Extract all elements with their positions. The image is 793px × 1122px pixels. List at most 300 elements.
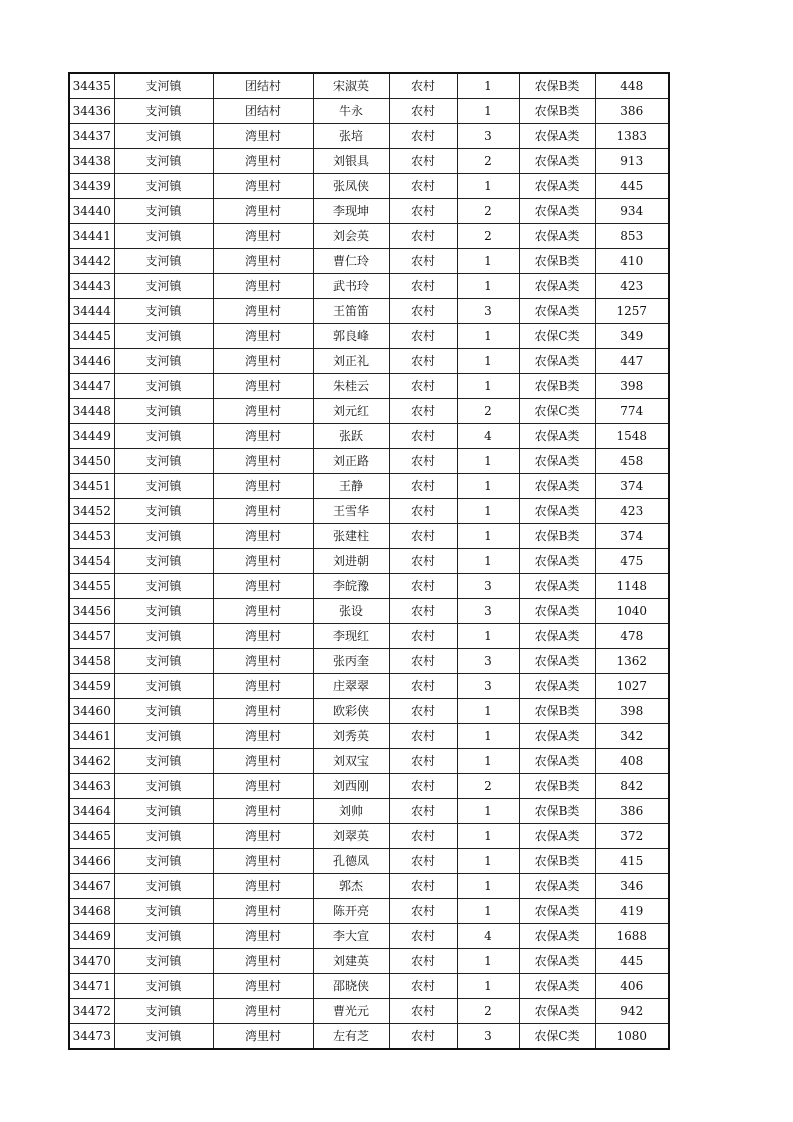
village-cell: 湾里村 [213, 849, 313, 874]
amount-cell: 372 [595, 824, 669, 849]
table-row [69, 474, 669, 499]
insurance-category-cell: 农保A类 [519, 949, 595, 974]
serial-number-cell: 34463 [69, 774, 114, 799]
town-cell: 支河镇 [114, 174, 213, 199]
serial-number-cell: 34449 [69, 424, 114, 449]
insurance-category-cell: 农保A类 [519, 674, 595, 699]
insurance-category-cell: 农保B类 [519, 524, 595, 549]
family-size-cell: 2 [457, 399, 519, 424]
family-size-cell: 2 [457, 774, 519, 799]
insurance-category-cell: 农保B类 [519, 249, 595, 274]
village-cell: 湾里村 [213, 124, 313, 149]
serial-number-cell: 34461 [69, 724, 114, 749]
serial-number-cell: 34470 [69, 949, 114, 974]
table-row [69, 824, 669, 849]
amount-cell: 458 [595, 449, 669, 474]
name-cell: 李现红 [313, 624, 389, 649]
town-cell: 支河镇 [114, 874, 213, 899]
serial-number-cell: 34454 [69, 549, 114, 574]
household-type-cell: 农村 [389, 674, 457, 699]
name-cell: 刘元红 [313, 399, 389, 424]
table-row [69, 449, 669, 474]
amount-cell: 419 [595, 899, 669, 924]
name-cell: 张设 [313, 599, 389, 624]
amount-cell: 445 [595, 174, 669, 199]
table-row [69, 199, 669, 224]
village-cell: 湾里村 [213, 999, 313, 1024]
name-cell: 刘进朝 [313, 549, 389, 574]
table-row [69, 99, 669, 124]
insurance-category-cell: 农保B类 [519, 99, 595, 124]
name-cell: 王雪华 [313, 499, 389, 524]
insurance-category-cell: 农保A类 [519, 924, 595, 949]
table-row [69, 399, 669, 424]
amount-cell: 448 [595, 73, 669, 99]
town-cell: 支河镇 [114, 899, 213, 924]
name-cell: 刘秀英 [313, 724, 389, 749]
household-type-cell: 农村 [389, 124, 457, 149]
name-cell: 刘翠英 [313, 824, 389, 849]
village-cell: 湾里村 [213, 699, 313, 724]
household-type-cell: 农村 [389, 999, 457, 1024]
insurance-category-cell: 农保A类 [519, 149, 595, 174]
table-row [69, 974, 669, 999]
name-cell: 刘建英 [313, 949, 389, 974]
amount-cell: 398 [595, 699, 669, 724]
household-type-cell: 农村 [389, 699, 457, 724]
family-size-cell: 1 [457, 724, 519, 749]
town-cell: 支河镇 [114, 974, 213, 999]
family-size-cell: 4 [457, 924, 519, 949]
town-cell: 支河镇 [114, 124, 213, 149]
town-cell: 支河镇 [114, 999, 213, 1024]
family-size-cell: 3 [457, 599, 519, 624]
table-row [69, 999, 669, 1024]
insurance-category-cell: 农保A类 [519, 574, 595, 599]
household-type-cell: 农村 [389, 499, 457, 524]
table-row [69, 699, 669, 724]
name-cell: 曹光元 [313, 999, 389, 1024]
name-cell: 刘会英 [313, 224, 389, 249]
village-cell: 湾里村 [213, 899, 313, 924]
household-type-cell: 农村 [389, 99, 457, 124]
serial-number-cell: 34437 [69, 124, 114, 149]
amount-cell: 478 [595, 624, 669, 649]
table-body [69, 73, 669, 1049]
insurance-category-cell: 农保C类 [519, 324, 595, 349]
town-cell: 支河镇 [114, 599, 213, 624]
village-cell: 湾里村 [213, 549, 313, 574]
family-size-cell: 3 [457, 574, 519, 599]
amount-cell: 1362 [595, 649, 669, 674]
town-cell: 支河镇 [114, 449, 213, 474]
family-size-cell: 1 [457, 849, 519, 874]
family-size-cell: 3 [457, 649, 519, 674]
serial-number-cell: 34456 [69, 599, 114, 624]
town-cell: 支河镇 [114, 73, 213, 99]
family-size-cell: 1 [457, 749, 519, 774]
table-row [69, 599, 669, 624]
serial-number-cell: 34447 [69, 374, 114, 399]
village-cell: 湾里村 [213, 674, 313, 699]
household-type-cell: 农村 [389, 474, 457, 499]
household-type-cell: 农村 [389, 199, 457, 224]
family-size-cell: 1 [457, 474, 519, 499]
name-cell: 张凤侠 [313, 174, 389, 199]
name-cell: 郭杰 [313, 874, 389, 899]
table-row [69, 849, 669, 874]
village-cell: 湾里村 [213, 974, 313, 999]
serial-number-cell: 34440 [69, 199, 114, 224]
insurance-category-cell: 农保A类 [519, 824, 595, 849]
amount-cell: 423 [595, 274, 669, 299]
name-cell: 郭良峰 [313, 324, 389, 349]
amount-cell: 1027 [595, 674, 669, 699]
family-size-cell: 1 [457, 799, 519, 824]
family-size-cell: 1 [457, 549, 519, 574]
town-cell: 支河镇 [114, 724, 213, 749]
village-cell: 湾里村 [213, 524, 313, 549]
serial-number-cell: 34444 [69, 299, 114, 324]
household-type-cell: 农村 [389, 624, 457, 649]
town-cell: 支河镇 [114, 799, 213, 824]
serial-number-cell: 34452 [69, 499, 114, 524]
name-cell: 刘银具 [313, 149, 389, 174]
village-cell: 湾里村 [213, 624, 313, 649]
beneficiary-table [68, 72, 670, 1050]
town-cell: 支河镇 [114, 324, 213, 349]
name-cell: 李皖豫 [313, 574, 389, 599]
household-type-cell: 农村 [389, 449, 457, 474]
household-type-cell: 农村 [389, 574, 457, 599]
serial-number-cell: 34465 [69, 824, 114, 849]
village-cell: 湾里村 [213, 824, 313, 849]
village-cell: 湾里村 [213, 924, 313, 949]
name-cell: 朱桂云 [313, 374, 389, 399]
serial-number-cell: 34469 [69, 924, 114, 949]
amount-cell: 942 [595, 999, 669, 1024]
town-cell: 支河镇 [114, 924, 213, 949]
family-size-cell: 3 [457, 1024, 519, 1050]
insurance-category-cell: 农保B类 [519, 374, 595, 399]
family-size-cell: 1 [457, 274, 519, 299]
amount-cell: 406 [595, 974, 669, 999]
town-cell: 支河镇 [114, 524, 213, 549]
family-size-cell: 2 [457, 224, 519, 249]
serial-number-cell: 34462 [69, 749, 114, 774]
town-cell: 支河镇 [114, 649, 213, 674]
amount-cell: 398 [595, 374, 669, 399]
household-type-cell: 农村 [389, 949, 457, 974]
name-cell: 刘正礼 [313, 349, 389, 374]
serial-number-cell: 34446 [69, 349, 114, 374]
serial-number-cell: 34457 [69, 624, 114, 649]
serial-number-cell: 34468 [69, 899, 114, 924]
household-type-cell: 农村 [389, 374, 457, 399]
household-type-cell: 农村 [389, 924, 457, 949]
amount-cell: 374 [595, 524, 669, 549]
amount-cell: 408 [595, 749, 669, 774]
name-cell: 张培 [313, 124, 389, 149]
table-row [69, 549, 669, 574]
table-row [69, 424, 669, 449]
amount-cell: 1040 [595, 599, 669, 624]
serial-number-cell: 34438 [69, 149, 114, 174]
insurance-category-cell: 农保B类 [519, 73, 595, 99]
family-size-cell: 1 [457, 249, 519, 274]
town-cell: 支河镇 [114, 624, 213, 649]
insurance-category-cell: 农保A类 [519, 274, 595, 299]
name-cell: 张丙奎 [313, 649, 389, 674]
name-cell: 牛永 [313, 99, 389, 124]
amount-cell: 1548 [595, 424, 669, 449]
amount-cell: 342 [595, 724, 669, 749]
village-cell: 湾里村 [213, 449, 313, 474]
town-cell: 支河镇 [114, 149, 213, 174]
household-type-cell: 农村 [389, 974, 457, 999]
table-row [69, 224, 669, 249]
insurance-category-cell: 农保B类 [519, 799, 595, 824]
amount-cell: 374 [595, 474, 669, 499]
family-size-cell: 4 [457, 424, 519, 449]
amount-cell: 1688 [595, 924, 669, 949]
amount-cell: 475 [595, 549, 669, 574]
name-cell: 孔德凤 [313, 849, 389, 874]
village-cell: 湾里村 [213, 399, 313, 424]
table-row [69, 649, 669, 674]
village-cell: 湾里村 [213, 324, 313, 349]
insurance-category-cell: 农保C类 [519, 399, 595, 424]
town-cell: 支河镇 [114, 399, 213, 424]
household-type-cell: 农村 [389, 174, 457, 199]
town-cell: 支河镇 [114, 774, 213, 799]
name-cell: 左有芝 [313, 1024, 389, 1050]
name-cell: 曹仁玲 [313, 249, 389, 274]
household-type-cell: 农村 [389, 299, 457, 324]
amount-cell: 853 [595, 224, 669, 249]
insurance-category-cell: 农保B类 [519, 849, 595, 874]
household-type-cell: 农村 [389, 599, 457, 624]
village-cell: 湾里村 [213, 499, 313, 524]
household-type-cell: 农村 [389, 824, 457, 849]
town-cell: 支河镇 [114, 549, 213, 574]
household-type-cell: 农村 [389, 274, 457, 299]
town-cell: 支河镇 [114, 424, 213, 449]
family-size-cell: 1 [457, 899, 519, 924]
serial-number-cell: 34459 [69, 674, 114, 699]
name-cell: 庄翠翠 [313, 674, 389, 699]
family-size-cell: 1 [457, 349, 519, 374]
amount-cell: 842 [595, 774, 669, 799]
town-cell: 支河镇 [114, 274, 213, 299]
family-size-cell: 1 [457, 974, 519, 999]
table-row [69, 349, 669, 374]
table-row [69, 924, 669, 949]
name-cell: 刘正路 [313, 449, 389, 474]
amount-cell: 415 [595, 849, 669, 874]
insurance-category-cell: 农保A类 [519, 649, 595, 674]
insurance-category-cell: 农保A类 [519, 299, 595, 324]
table-row [69, 73, 669, 99]
household-type-cell: 农村 [389, 849, 457, 874]
village-cell: 湾里村 [213, 949, 313, 974]
household-type-cell: 农村 [389, 224, 457, 249]
table-row [69, 624, 669, 649]
serial-number-cell: 34458 [69, 649, 114, 674]
village-cell: 湾里村 [213, 724, 313, 749]
amount-cell: 349 [595, 324, 669, 349]
serial-number-cell: 34445 [69, 324, 114, 349]
family-size-cell: 1 [457, 824, 519, 849]
table-row [69, 274, 669, 299]
village-cell: 湾里村 [213, 774, 313, 799]
family-size-cell: 1 [457, 73, 519, 99]
name-cell: 武书玲 [313, 274, 389, 299]
family-size-cell: 1 [457, 524, 519, 549]
table-row [69, 749, 669, 774]
village-cell: 湾里村 [213, 174, 313, 199]
town-cell: 支河镇 [114, 299, 213, 324]
serial-number-cell: 34439 [69, 174, 114, 199]
town-cell: 支河镇 [114, 699, 213, 724]
table-row [69, 949, 669, 974]
village-cell: 湾里村 [213, 574, 313, 599]
household-type-cell: 农村 [389, 899, 457, 924]
village-cell: 团结村 [213, 73, 313, 99]
town-cell: 支河镇 [114, 474, 213, 499]
town-cell: 支河镇 [114, 224, 213, 249]
household-type-cell: 农村 [389, 649, 457, 674]
town-cell: 支河镇 [114, 749, 213, 774]
name-cell: 李现坤 [313, 199, 389, 224]
village-cell: 湾里村 [213, 599, 313, 624]
insurance-category-cell: 农保A类 [519, 724, 595, 749]
town-cell: 支河镇 [114, 849, 213, 874]
household-type-cell: 农村 [389, 324, 457, 349]
household-type-cell: 农村 [389, 149, 457, 174]
table-row [69, 374, 669, 399]
amount-cell: 386 [595, 99, 669, 124]
household-type-cell: 农村 [389, 874, 457, 899]
family-size-cell: 3 [457, 124, 519, 149]
village-cell: 湾里村 [213, 649, 313, 674]
serial-number-cell: 34471 [69, 974, 114, 999]
village-cell: 团结村 [213, 99, 313, 124]
village-cell: 湾里村 [213, 274, 313, 299]
insurance-category-cell: 农保A类 [519, 199, 595, 224]
table-row [69, 674, 669, 699]
insurance-category-cell: 农保A类 [519, 124, 595, 149]
household-type-cell: 农村 [389, 424, 457, 449]
village-cell: 湾里村 [213, 1024, 313, 1050]
town-cell: 支河镇 [114, 349, 213, 374]
household-type-cell: 农村 [389, 349, 457, 374]
table-row [69, 799, 669, 824]
town-cell: 支河镇 [114, 1024, 213, 1050]
serial-number-cell: 34473 [69, 1024, 114, 1050]
amount-cell: 1080 [595, 1024, 669, 1050]
village-cell: 湾里村 [213, 224, 313, 249]
name-cell: 张建柱 [313, 524, 389, 549]
family-size-cell: 2 [457, 999, 519, 1024]
insurance-category-cell: 农保A类 [519, 874, 595, 899]
name-cell: 王笛笛 [313, 299, 389, 324]
table-row [69, 499, 669, 524]
family-size-cell: 1 [457, 374, 519, 399]
household-type-cell: 农村 [389, 249, 457, 274]
serial-number-cell: 34464 [69, 799, 114, 824]
household-type-cell: 农村 [389, 73, 457, 99]
insurance-category-cell: 农保A类 [519, 974, 595, 999]
family-size-cell: 1 [457, 324, 519, 349]
serial-number-cell: 34448 [69, 399, 114, 424]
serial-number-cell: 34460 [69, 699, 114, 724]
family-size-cell: 3 [457, 299, 519, 324]
town-cell: 支河镇 [114, 499, 213, 524]
serial-number-cell: 34467 [69, 874, 114, 899]
table-row [69, 324, 669, 349]
insurance-category-cell: 农保A类 [519, 599, 595, 624]
table-row [69, 174, 669, 199]
name-cell: 欧彩侠 [313, 699, 389, 724]
family-size-cell: 3 [457, 674, 519, 699]
village-cell: 湾里村 [213, 749, 313, 774]
table-row [69, 1024, 669, 1050]
serial-number-cell: 34451 [69, 474, 114, 499]
serial-number-cell: 34436 [69, 99, 114, 124]
table-row [69, 574, 669, 599]
amount-cell: 913 [595, 149, 669, 174]
serial-number-cell: 34466 [69, 849, 114, 874]
insurance-category-cell: 农保A类 [519, 449, 595, 474]
name-cell: 刘西刚 [313, 774, 389, 799]
village-cell: 湾里村 [213, 474, 313, 499]
village-cell: 湾里村 [213, 349, 313, 374]
village-cell: 湾里村 [213, 299, 313, 324]
insurance-category-cell: 农保A类 [519, 174, 595, 199]
family-size-cell: 1 [457, 874, 519, 899]
village-cell: 湾里村 [213, 799, 313, 824]
town-cell: 支河镇 [114, 674, 213, 699]
insurance-category-cell: 农保B类 [519, 699, 595, 724]
table-row [69, 524, 669, 549]
table-row [69, 874, 669, 899]
name-cell: 刘双宝 [313, 749, 389, 774]
village-cell: 湾里村 [213, 874, 313, 899]
town-cell: 支河镇 [114, 249, 213, 274]
insurance-category-cell: 农保A类 [519, 549, 595, 574]
village-cell: 湾里村 [213, 149, 313, 174]
name-cell: 刘帅 [313, 799, 389, 824]
insurance-category-cell: 农保A类 [519, 999, 595, 1024]
village-cell: 湾里村 [213, 424, 313, 449]
name-cell: 李大宣 [313, 924, 389, 949]
village-cell: 湾里村 [213, 249, 313, 274]
serial-number-cell: 34443 [69, 274, 114, 299]
village-cell: 湾里村 [213, 199, 313, 224]
amount-cell: 386 [595, 799, 669, 824]
household-type-cell: 农村 [389, 549, 457, 574]
name-cell: 邵晓侠 [313, 974, 389, 999]
family-size-cell: 1 [457, 949, 519, 974]
insurance-category-cell: 农保B类 [519, 774, 595, 799]
household-type-cell: 农村 [389, 774, 457, 799]
household-type-cell: 农村 [389, 724, 457, 749]
family-size-cell: 2 [457, 149, 519, 174]
amount-cell: 346 [595, 874, 669, 899]
amount-cell: 447 [595, 349, 669, 374]
town-cell: 支河镇 [114, 949, 213, 974]
